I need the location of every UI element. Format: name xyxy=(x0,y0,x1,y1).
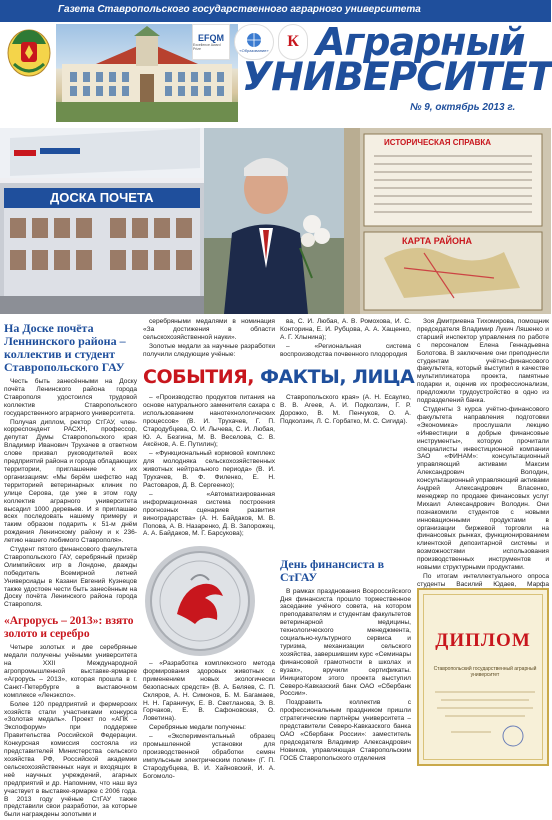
newspaper-title-line1: Аграрный xyxy=(316,20,525,64)
finance-day-paragraph: По итогам интеллектуального опроса студенты Василий Юдаев, Марфа xyxy=(417,573,549,588)
banner-word-facts: ФАКТЫ, xyxy=(260,366,347,388)
honor-board-photo xyxy=(0,128,204,314)
map-title: КАРТА РАЙОНА xyxy=(402,236,472,246)
honor-board-paragraph: Получая диплом, ректор СтГАУ, член-корреспондент РАСХН, профессор, депутат Думы Ставропольского края Владимир Иванович Трухачев в ответном слове призвал руководителей всех предприятий района и города обладающих территории, приглашение к их организациям: «Мы берём шефство над территорией ветеринарных клиник по улице Серова, где уже в этом году коллектив аграрного университета высадил 1000 деревьев. И я приглашаю всех последовать нашему примеру и таким образом подарить к 51-м днём рождения Ленинскому району и к 236-летию нашего любимого Ставрополя». xyxy=(4,418,137,545)
history-title: ИСТОРИЧЕСКАЯ СПРАВКА xyxy=(384,138,492,147)
board-title: ДОСКА ПОЧЕТА xyxy=(50,190,154,205)
award-item: – «Разработка комплексного метода формирования здоровых животных с применением новых экологически безопасных средств» (В. А. Беляев, С. П. Скляров, А. Н. Симонов, Б. М. Багамаев, Н. Н. Гараничук, Е. В. Светланова, Э. В. Горчаков, Е. В. Сафоновская, О. Ловетина). xyxy=(143,660,275,723)
honor-board-paragraph: Честь быть занесёнными на Доску почёта Ленинского района города Ставрополя удостоился трудовой коллектив Ставропольского государственного аграрного университета. xyxy=(4,378,137,417)
newspaper-title-line2: УНИВЕРСИТЕТ xyxy=(242,55,552,100)
agrorus-paragraph: Четыре золотых и две серебряные медали получены учёными университета на XXII Международной агропромышленной выставке-ярмарке «Агрорусь – 2013», которая прошла в г. Санкт-Петербурге в выставочном комплексе «Ленэкспо». xyxy=(4,644,137,699)
award-item: – «Автоматизированная информационная система построения прогнозных сценариев развития виноградарства» (А. Н. Байдаков, М. В. Попова, А. В. Назаренко, Д. В. Запорожец, А. А. Байдаков, М. Г. Барсукова); xyxy=(143,490,275,538)
column-4 xyxy=(417,318,549,621)
award-item: – «Функциональный кормовой комплекс для молодняка сельскохозяйственных животных нейтрального периода» (В. И. Трухачев, В. Ф. Филенко, Е. Н. Растоваров, Д. В. Сергеенко); xyxy=(143,450,275,489)
diploma-image xyxy=(417,588,549,766)
diploma-title: ДИПЛОМ xyxy=(435,630,531,651)
tagline-bar xyxy=(0,0,551,22)
agrorus-heading: «Агрорусь – 2013»: взято золото и серебро xyxy=(4,615,134,641)
masthead xyxy=(0,0,551,128)
globe-icon xyxy=(245,32,263,48)
banner-word-events: СОБЫТИЯ, xyxy=(143,366,254,388)
honor-board-heading: На Доске почёта Леннинского района – коллектив и студент Ставропольского ГАУ xyxy=(4,321,126,374)
obrazovanie-logo: «Образование» xyxy=(234,24,274,60)
photo-band xyxy=(0,128,551,314)
column-2-top xyxy=(143,318,275,360)
column-1 xyxy=(4,322,137,820)
finance-day-paragraph: Студенты 3 курса учётно-финансового факультета направления подготовки «Экономика» прослушали лекцию «Инвестиции в добрые финансовые инструменты», которую прочитали специалисты инвестиционной компании ЗАО «ФИНАМ»: консультационный управляющий активами Максим Александрович Володин, консультационный управляющий активами Андрей Александрович Власенко, менеджер по продаже финансовых услуг Михаил Александрович Володин. Они познакомили студентов с новыми инновационными продуктами в организации биржевой торговли на финансовых рынках, функционированием клиентской депозитарной системы и возможностями использования производственных инструментов и новыми структурными продуктами. xyxy=(417,405,549,572)
agrorus-paragraph: Золотые медали за научные разработки получили следующие учёные: xyxy=(143,342,275,358)
history-and-map-photo xyxy=(344,128,551,314)
diploma-lines xyxy=(431,686,539,756)
finance-day-heading: День финансиста в СтГАУ xyxy=(280,556,385,584)
issue-number: № 9, октябрь 2013 г. xyxy=(410,102,516,113)
award-item: Ставропольского края» (А. Н. Есаулко, В. В. Агеев, А. И. Подколзин, Г. Р. Дорожко, В. М. Пенчуков, О. А. Подколзин, Л. С. Горбатко, М. С. Сигида). xyxy=(280,394,411,425)
honor-board-paragraph: Студент пятого финансового факультета Ставропольского ГАУ, серебряный призёр Олимпийских игр в Лондоне, дважды победитель Всемирной летней Универсиады в Казани Евгений Кузнецов также удостоен чести быть занесённым на Доску почёта Ленинского района города Ставрополя. xyxy=(4,546,137,609)
k-logo: К xyxy=(278,24,308,60)
column-3-middle xyxy=(280,394,411,764)
tagline: Газета Ставропольского государственного аграрного университета xyxy=(58,4,421,15)
award-item: – «Экспериментальный образец промышленной установки для производственной обработки семян импульсным электрическим полем» (Г. П. Стародубцева, В. И. Хайновский, И. А. Богомоло- xyxy=(143,733,275,780)
award-item: ва, С. И. Любая, А. В. Ромохова, И. С. Конторина, Е. И. Рубцова, А. А. Хащенко, А. Г. Хлынина); xyxy=(280,318,411,341)
award-item: Серебряные медали получены: xyxy=(149,724,246,732)
award-item: – «Производство продуктов питания на основе натурального заменителя сахара с использованием нанотехнологических процессов» (В. И. Трухачев, Г. П. Стародубцева, О. И. Лычева, С. И. Любая, Ю. А. Безгина, М. В. Веселова, С. В. Аксёнов, А. Е. Путилин); xyxy=(143,394,275,449)
articles-area xyxy=(0,316,551,819)
column-2-middle xyxy=(143,394,275,539)
diploma-text: Ставропольский государственный аграрный университет xyxy=(433,666,537,678)
award-item: – «Региональная система воспроизводства почвенного плодородия xyxy=(280,342,411,358)
medal-icon xyxy=(143,544,257,658)
column-2-bottom xyxy=(143,660,275,782)
finance-day-paragraph: Зоя Дмитриевна Тихомирова, помощник председателя Владимир Лукич Ляшенко и старший инспектор управления по работе с персоналом Елена Геннадьевна Болотова. В заключение они преподнесли студентам учётно-финансового факультета, который выступил в качестве мультипликатора проекта, памятные подарки и, оценив их профессионализм, предложили трудоустройство в одно из подразделений банка. xyxy=(417,318,549,405)
rector-photo xyxy=(204,128,344,314)
finance-day-paragraph: Поздравить коллектив с профессиональным праздником пришли стратегические партнёры университета – представители Северо-Кавказского банка ОАО «Сбербанк России»: заместитель председателя Владимир Александрович Новиков, управляющая Ставропольским ГОСБ Ставропольского отделения xyxy=(280,699,411,762)
efqm-logo: EFQM Excellence Award Prize xyxy=(192,24,230,60)
university-crest-icon xyxy=(6,26,52,78)
column-3-top xyxy=(280,318,411,360)
section-banner-text xyxy=(143,366,415,388)
finance-day-paragraph: В рамках празднования Всероссийского Дня финансиста прошло торжественное заседание учёного совета, на котором преподавателям и студентам факультетов ветеринарной медицины, технологического менеджмента, социально-культурного сервиса и туризма, механизации сельского хозяйства, завершившим курс «Семинары финансовой грамотности в школах и вузах», вручили сертификаты. Инициатором этого проекта выступил Северо-Кавказский банк ОАО «Сбербанк России». xyxy=(280,587,411,698)
agrorus-paragraph: Более 120 предприятий и фермерских хозяйств стали участниками конкурса «Золотая медаль». Проект по «АПК – Экспофорум» при поддержке Правительства Российской Федерации. Конкурсная комиссия состояла из представителей Министерства сельского хозяйства РФ, Российской академии сельскохозяйственных наук и входящих в неё научных учреждений, агарных предприятий и др. Напомним, что наш вуз участвует в выставке-ярмарке с 2006 года. В 2013 году учёные СтГАУ также представили свои разработки, за которые были награждены золотыми и xyxy=(4,700,137,819)
section-banner xyxy=(143,366,415,392)
agrorus-paragraph: серебряными медалями в номинация «За достижения в области сельскохозяйственной науки». xyxy=(143,318,275,341)
banner-word-faces: ЛИЦА xyxy=(352,366,415,388)
